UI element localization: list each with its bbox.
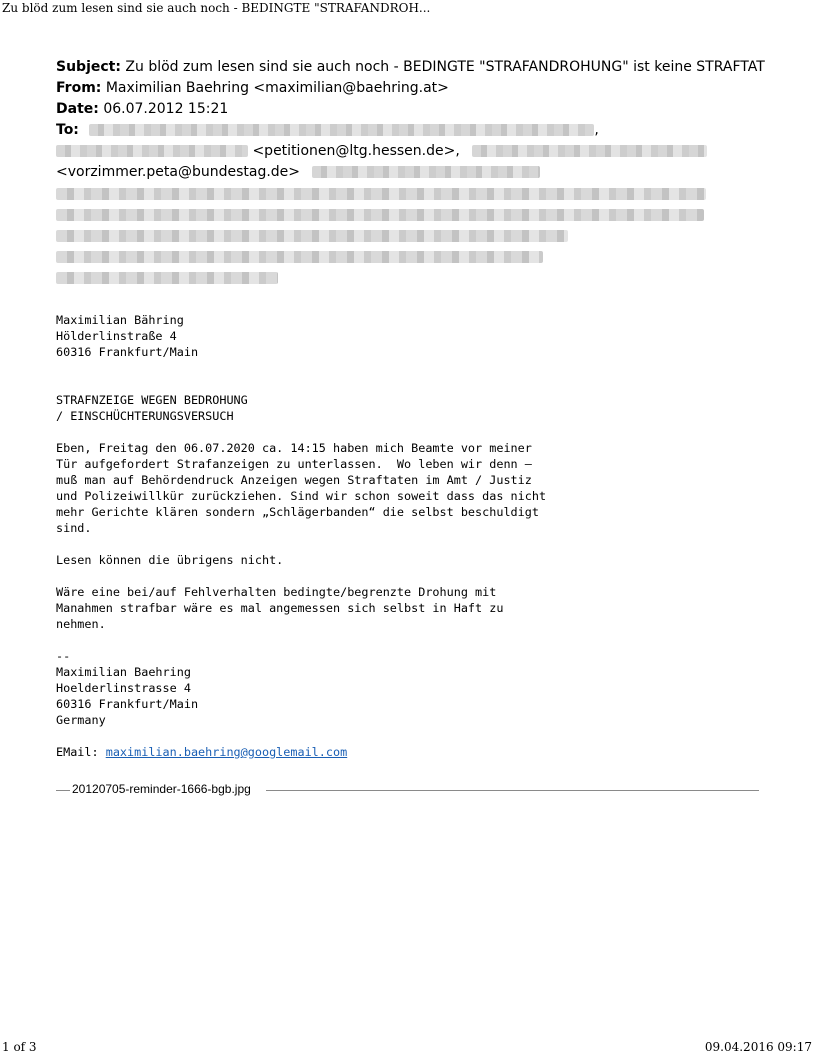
email-label: EMail: — [56, 745, 106, 759]
date-row — [56, 99, 776, 120]
redacted-recipients — [56, 251, 543, 263]
email-body — [56, 312, 776, 760]
to-row: To: , — [56, 122, 599, 138]
date-text: 06.07.2012 15:21 — [103, 101, 229, 117]
attachment-divider-right — [266, 790, 759, 791]
redacted-recipients — [56, 230, 568, 242]
subject-row — [56, 57, 776, 78]
email-link[interactable]: maximilian.baehring@googlemail.com — [105, 745, 348, 759]
subject-label: Subject: — [56, 59, 121, 75]
redacted-recipient-block — [56, 183, 776, 283]
redacted-recipients — [89, 124, 594, 136]
redacted-recipients — [56, 188, 706, 200]
redacted-recipients — [56, 209, 704, 221]
page-number: 1 of 3 — [2, 1040, 37, 1054]
print-timestamp: 09.04.2016 09:17 — [704, 1040, 812, 1054]
attachment-separator — [56, 782, 759, 798]
from-row — [56, 78, 776, 99]
redacted-recipients — [56, 272, 278, 284]
body-text: Maximilian Bähring Hölderlinstraße 4 60316 Frankfurt/Main STRAFNZEIGE WEGEN BEDROHUNG / EINSCHÜCHTERUNGSVERSUCH Eben, Freitag den 06.07.2020 ca. 14:15 haben mich Beamte vor meiner Tür aufgefordert Strafanzeigen zu unterlassen. Wo leben wir denn – muß man auf Behördendruck Anzeigen wegen Straftaten im Amt / Justiz und Polizeiwillkür zurückziehen. Sind wir schon soweit dass das nicht mehr Gerichte klären sondern „Schlägerbanden“ die selbst beschuldigt sind. Lesen können die übrigens nicht. Wäre eine bei/auf Fehlverhalten bedingte/begrenzte Drohung mit Manahmen strafbar wäre es mal angemessen sich selbst in Haft zu nehmen. -- Maximilian Baehring Hoelderlinstrasse 4 60316 Frankfurt/Main Germany — [56, 313, 547, 727]
subject-text: Zu blöd zum lesen sind sie auch noch - BEDINGTE "STRAFANDROHUNG" ist keine STRAFTAT — [125, 59, 765, 75]
redacted-recipients — [312, 166, 540, 178]
redacted-recipients — [56, 145, 248, 157]
attachment-divider-left — [56, 790, 70, 791]
redacted-recipients — [472, 145, 707, 157]
from-text: Maximilian Baehring <maximilian@baehring.at> — [105, 80, 449, 96]
print-header-title: Zu blöd zum lesen sind sie auch noch - BEDINGTE "STRAFANDROH... — [2, 1, 431, 15]
email-headers — [56, 57, 776, 283]
to-visible-recipient-1: <petitionen@ltg.hessen.de>, — [252, 143, 460, 159]
to-label: To: — [56, 122, 79, 138]
date-label: Date: — [56, 101, 99, 117]
attachment-filename[interactable]: 20120705-reminder-1666-bgb.jpg — [72, 782, 251, 796]
to-row-3 — [56, 162, 776, 183]
from-label: From: — [56, 80, 102, 96]
to-row-2 — [56, 141, 776, 162]
to-visible-recipient-2: <vorzimmer.peta@bundestag.de> — [56, 164, 301, 180]
